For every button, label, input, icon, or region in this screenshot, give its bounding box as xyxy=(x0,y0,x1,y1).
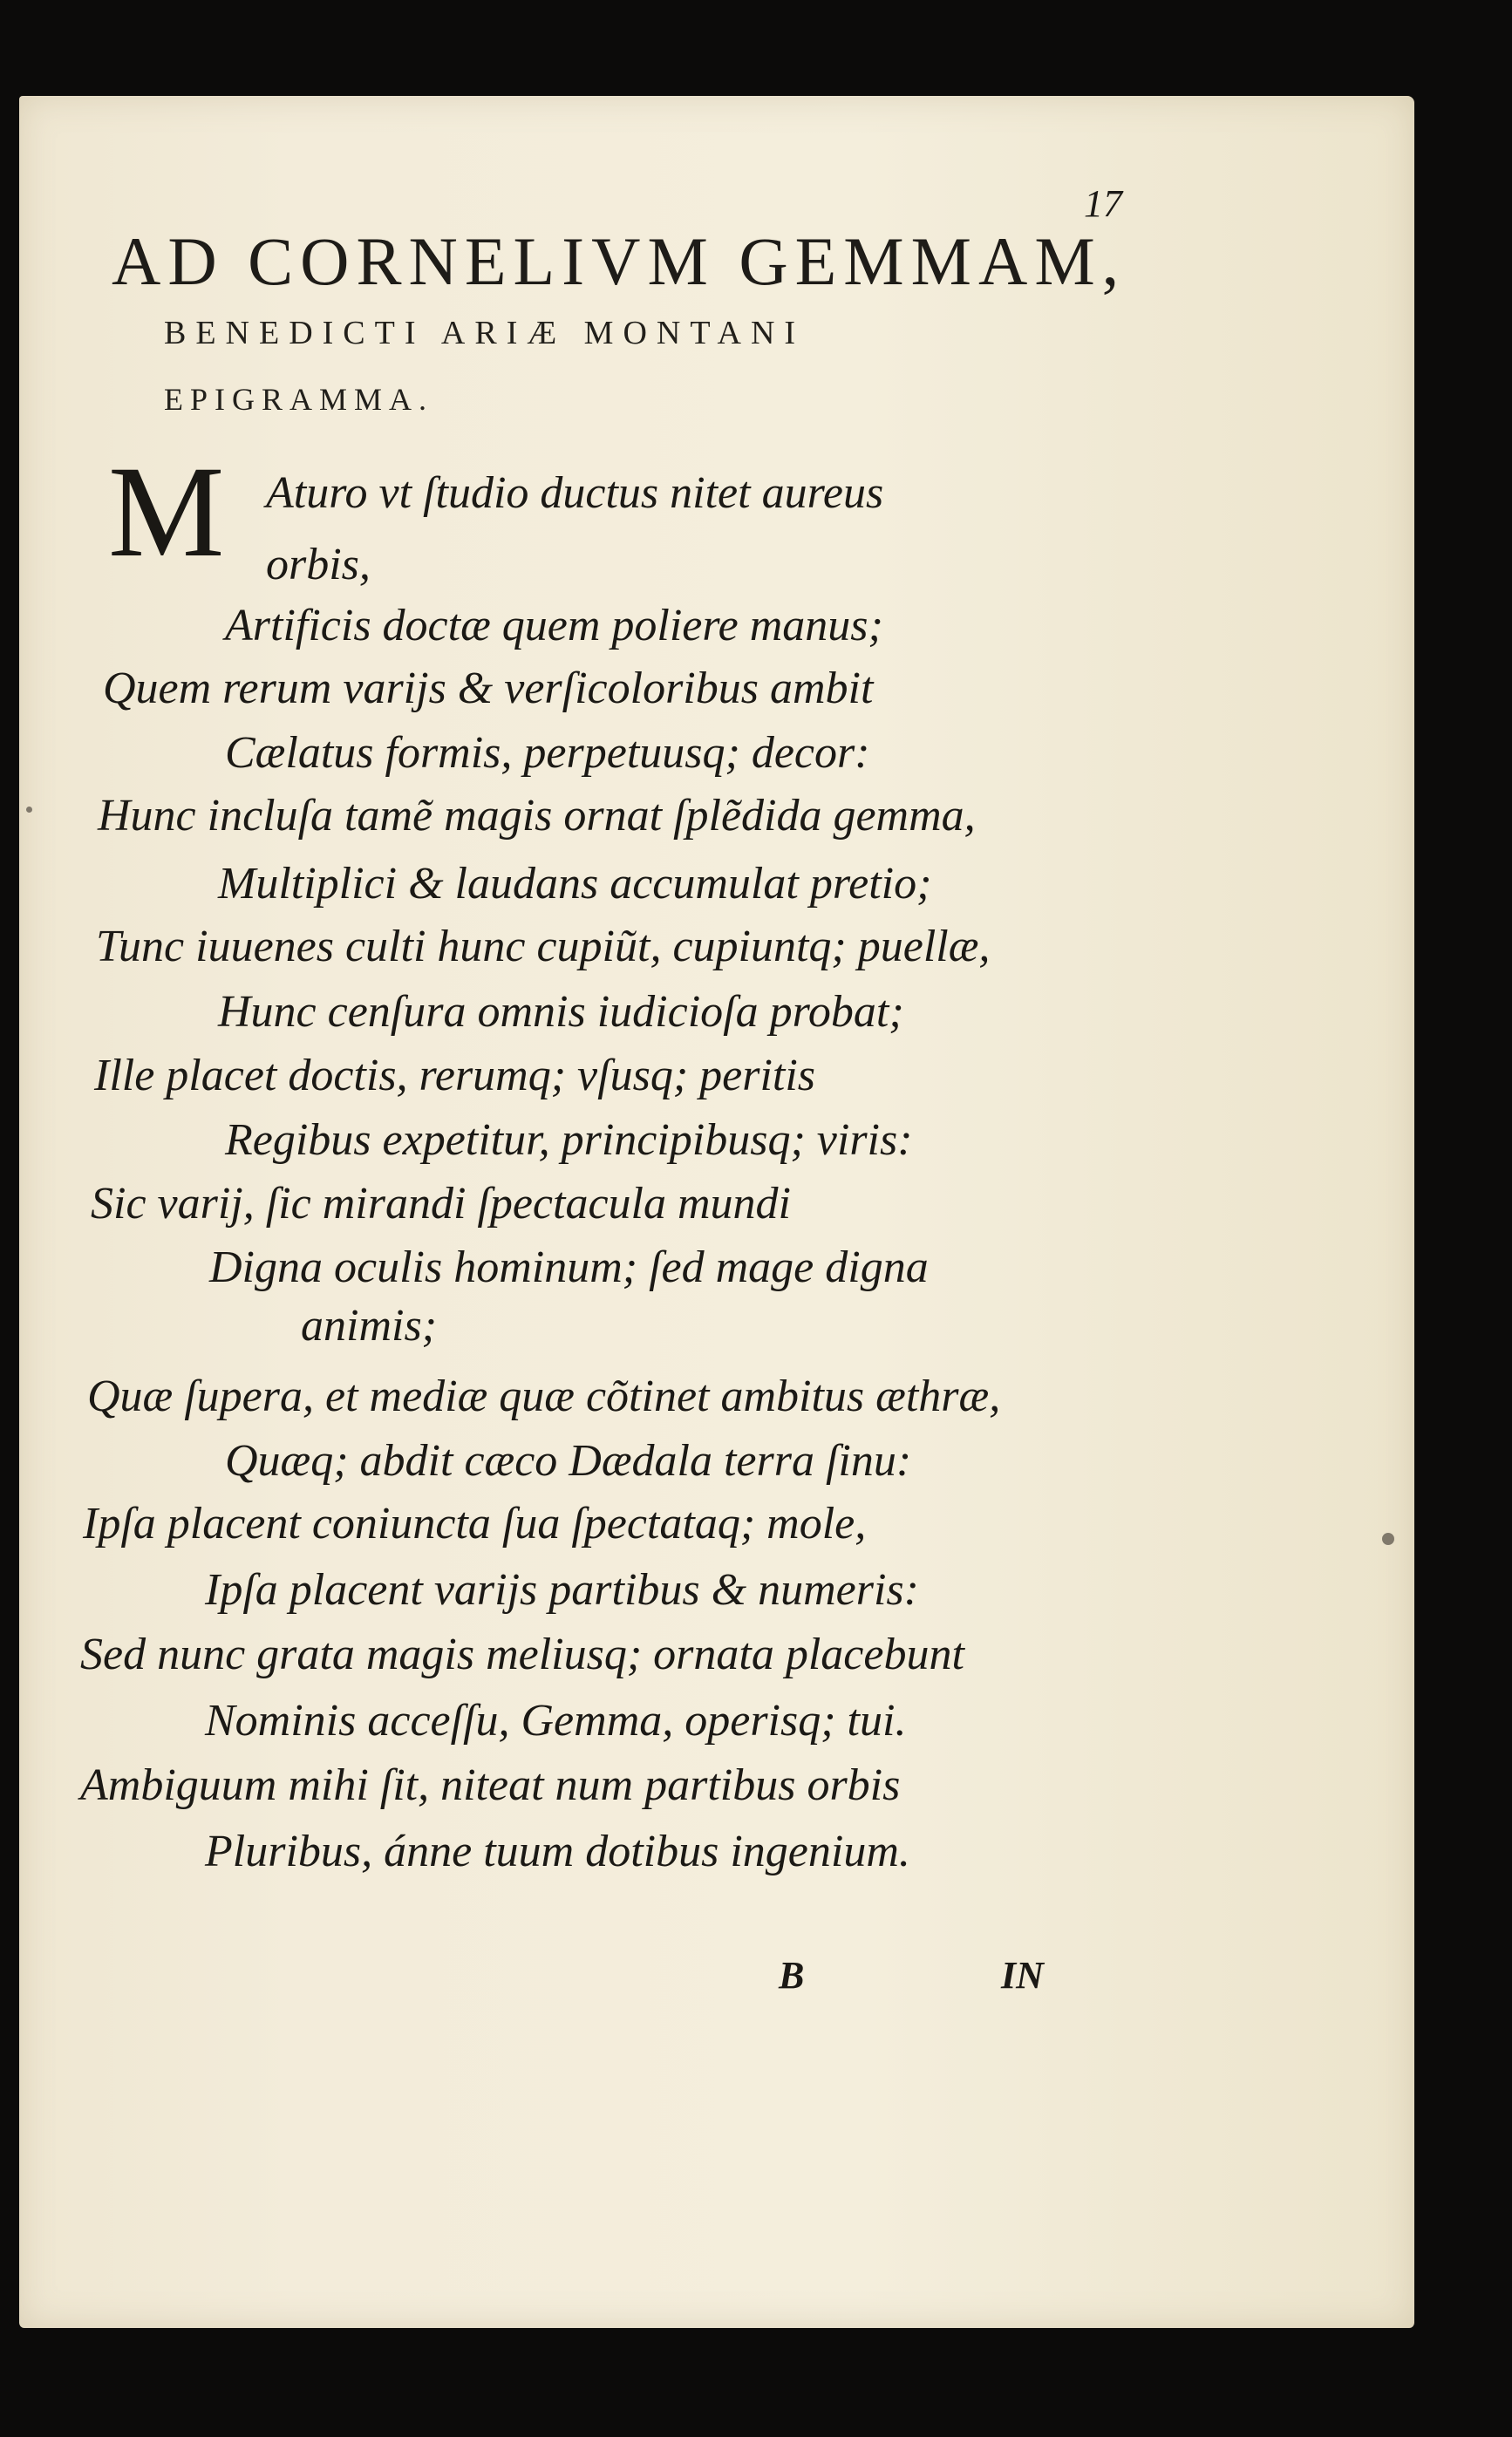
verse-line: Pluribus, ánne tuum dotibus ingenium. xyxy=(205,1827,910,1876)
verse-line: Ille placet doctis, rerumq; vſusq; peritis xyxy=(94,1051,816,1100)
drop-capital: M xyxy=(108,439,225,584)
verse-line: Aturo vt ſtudio ductus nitet aureus xyxy=(266,468,884,518)
verse-line: Regibus expetitur, principibusq; viris: xyxy=(225,1115,913,1165)
verse-line: orbis, xyxy=(266,540,371,589)
verse-line: Ipſa placent varijs partibus & numeris: xyxy=(205,1565,919,1615)
verse-line: Quæ ſupera, et mediæ quæ cõtinet ambitus æthræ, xyxy=(87,1372,1001,1421)
author-line: BENEDICTI ARIÆ MONTANI xyxy=(164,315,806,351)
page-title: AD CORNELIVM GEMMAM, xyxy=(112,223,1127,299)
ink-spot xyxy=(26,807,32,813)
page-number: 17 xyxy=(1084,182,1122,225)
verse-line: Sed nunc grata magis meliusq; ornata placebunt xyxy=(80,1630,964,1679)
verse-line: Multiplici & laudans accumulat pretio; xyxy=(218,859,932,909)
verse-line: Hunc cenſura omnis iudicioſa probat; xyxy=(218,987,904,1037)
verse-line: Nominis acceſſu, Gemma, operisq; tui. xyxy=(205,1696,907,1746)
verse-line: Quem rerum varijs & verſicoloribus ambit xyxy=(103,664,874,713)
genre-line: EPIGRAMMA. xyxy=(164,382,434,417)
verse-line: Digna oculis hominum; ſed mage digna xyxy=(209,1242,929,1292)
signature-mark: B xyxy=(779,1954,805,1997)
ink-spot xyxy=(1382,1533,1394,1545)
verse-line: Ambiguum mihi ſit, niteat num partibus orbis xyxy=(80,1760,901,1810)
verse-line: Ipſa placent coniuncta ſua ſpectataq; mole, xyxy=(83,1499,867,1549)
verse-line: Artificis doctæ quem poliere manus; xyxy=(225,601,883,650)
verse-line: Tunc iuuenes culti hunc cupiũt, cupiuntq; puellæ, xyxy=(96,922,991,971)
verse-line: Quæq; abdit cæco Dædala terra ſinu: xyxy=(225,1436,912,1486)
verse-line: Cælatus formis, perpetuusq; decor: xyxy=(225,728,870,778)
verse-line: animis; xyxy=(301,1301,437,1351)
verse-line: Hunc incluſa tamẽ magis ornat ſplẽdida gemma, xyxy=(98,791,976,841)
verse-line: Sic varij, ſic mirandi ſpectacula mundi xyxy=(91,1179,791,1229)
catchword: IN xyxy=(1001,1954,1044,1997)
